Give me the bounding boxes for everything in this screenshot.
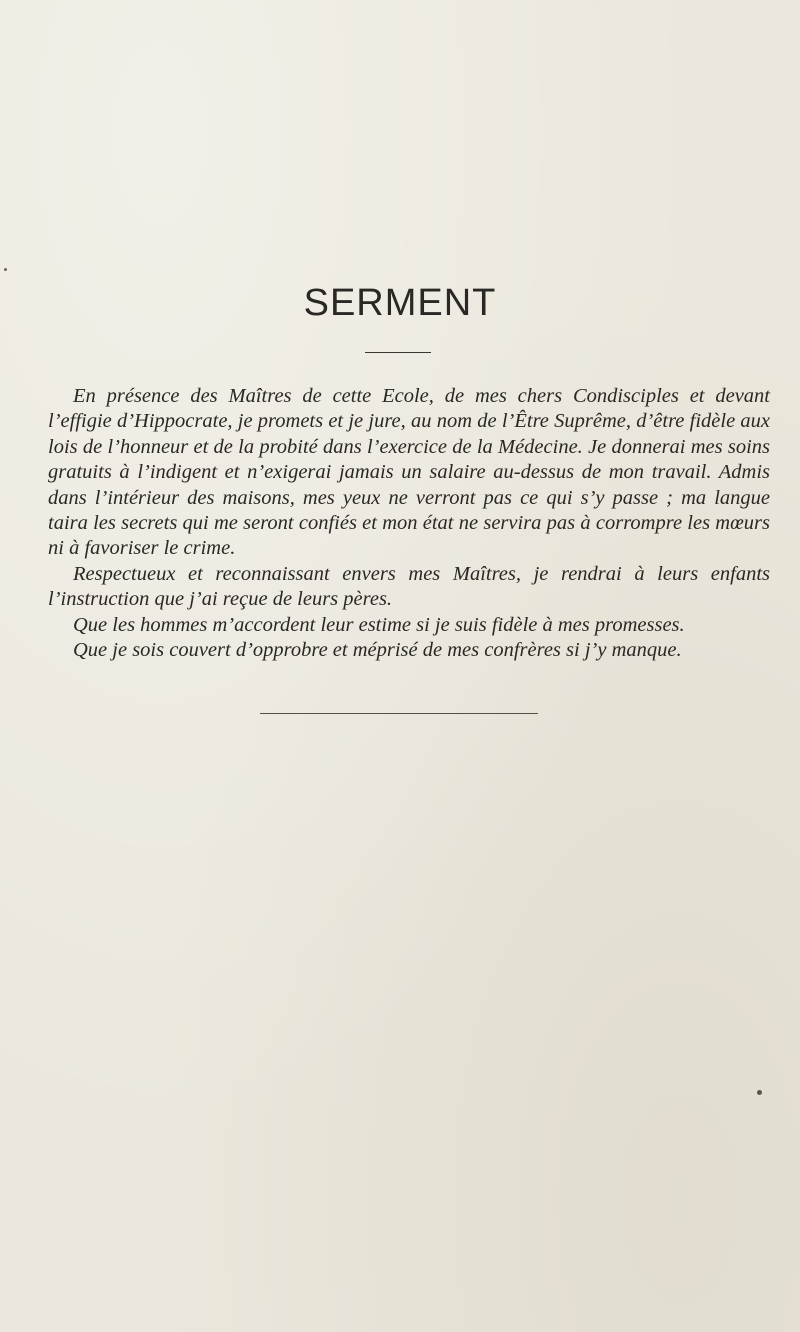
end-divider (260, 713, 538, 714)
oath-paragraph: Respectueux et reconnaissant envers mes Maîtres, je rendrai à leurs enfants l’instruction que j’ai reçue de leurs pères. (48, 562, 770, 611)
paper-speck (757, 1090, 762, 1095)
page-title: SERMENT (303, 282, 497, 324)
oath-paragraph: Que les hommes m’accordent leur estime si je suis fidèle à mes promesses. (73, 613, 685, 636)
paper-speck (4, 268, 7, 271)
title-divider (365, 352, 431, 353)
oath-paragraph: En présence des Maîtres de cette Ecole, de mes chers Condisciples et devant l’effigie d’Hippocrate, je promets et je jure, au nom de l’Être Suprême, d’être fidèle aux lois de l’honneur et de la probité dans l’exercice de la Médecine. Je donnerai mes soins gratuits à l’indigent et n’exigerai jamais un salaire au-dessus de mon travail. Admis dans l’intérieur des maisons, mes yeux ne verront pas ce qui s’y passe ; ma langue taira les secrets qui me seront confiés et mon état ne servira pas à corrompre les mœurs ni à favoriser le crime. (48, 385, 770, 560)
oath-paragraph: Que je sois couvert d’opprobre et méprisé de mes confrères si j’y manque. (73, 639, 682, 662)
oath-text (48, 384, 770, 663)
